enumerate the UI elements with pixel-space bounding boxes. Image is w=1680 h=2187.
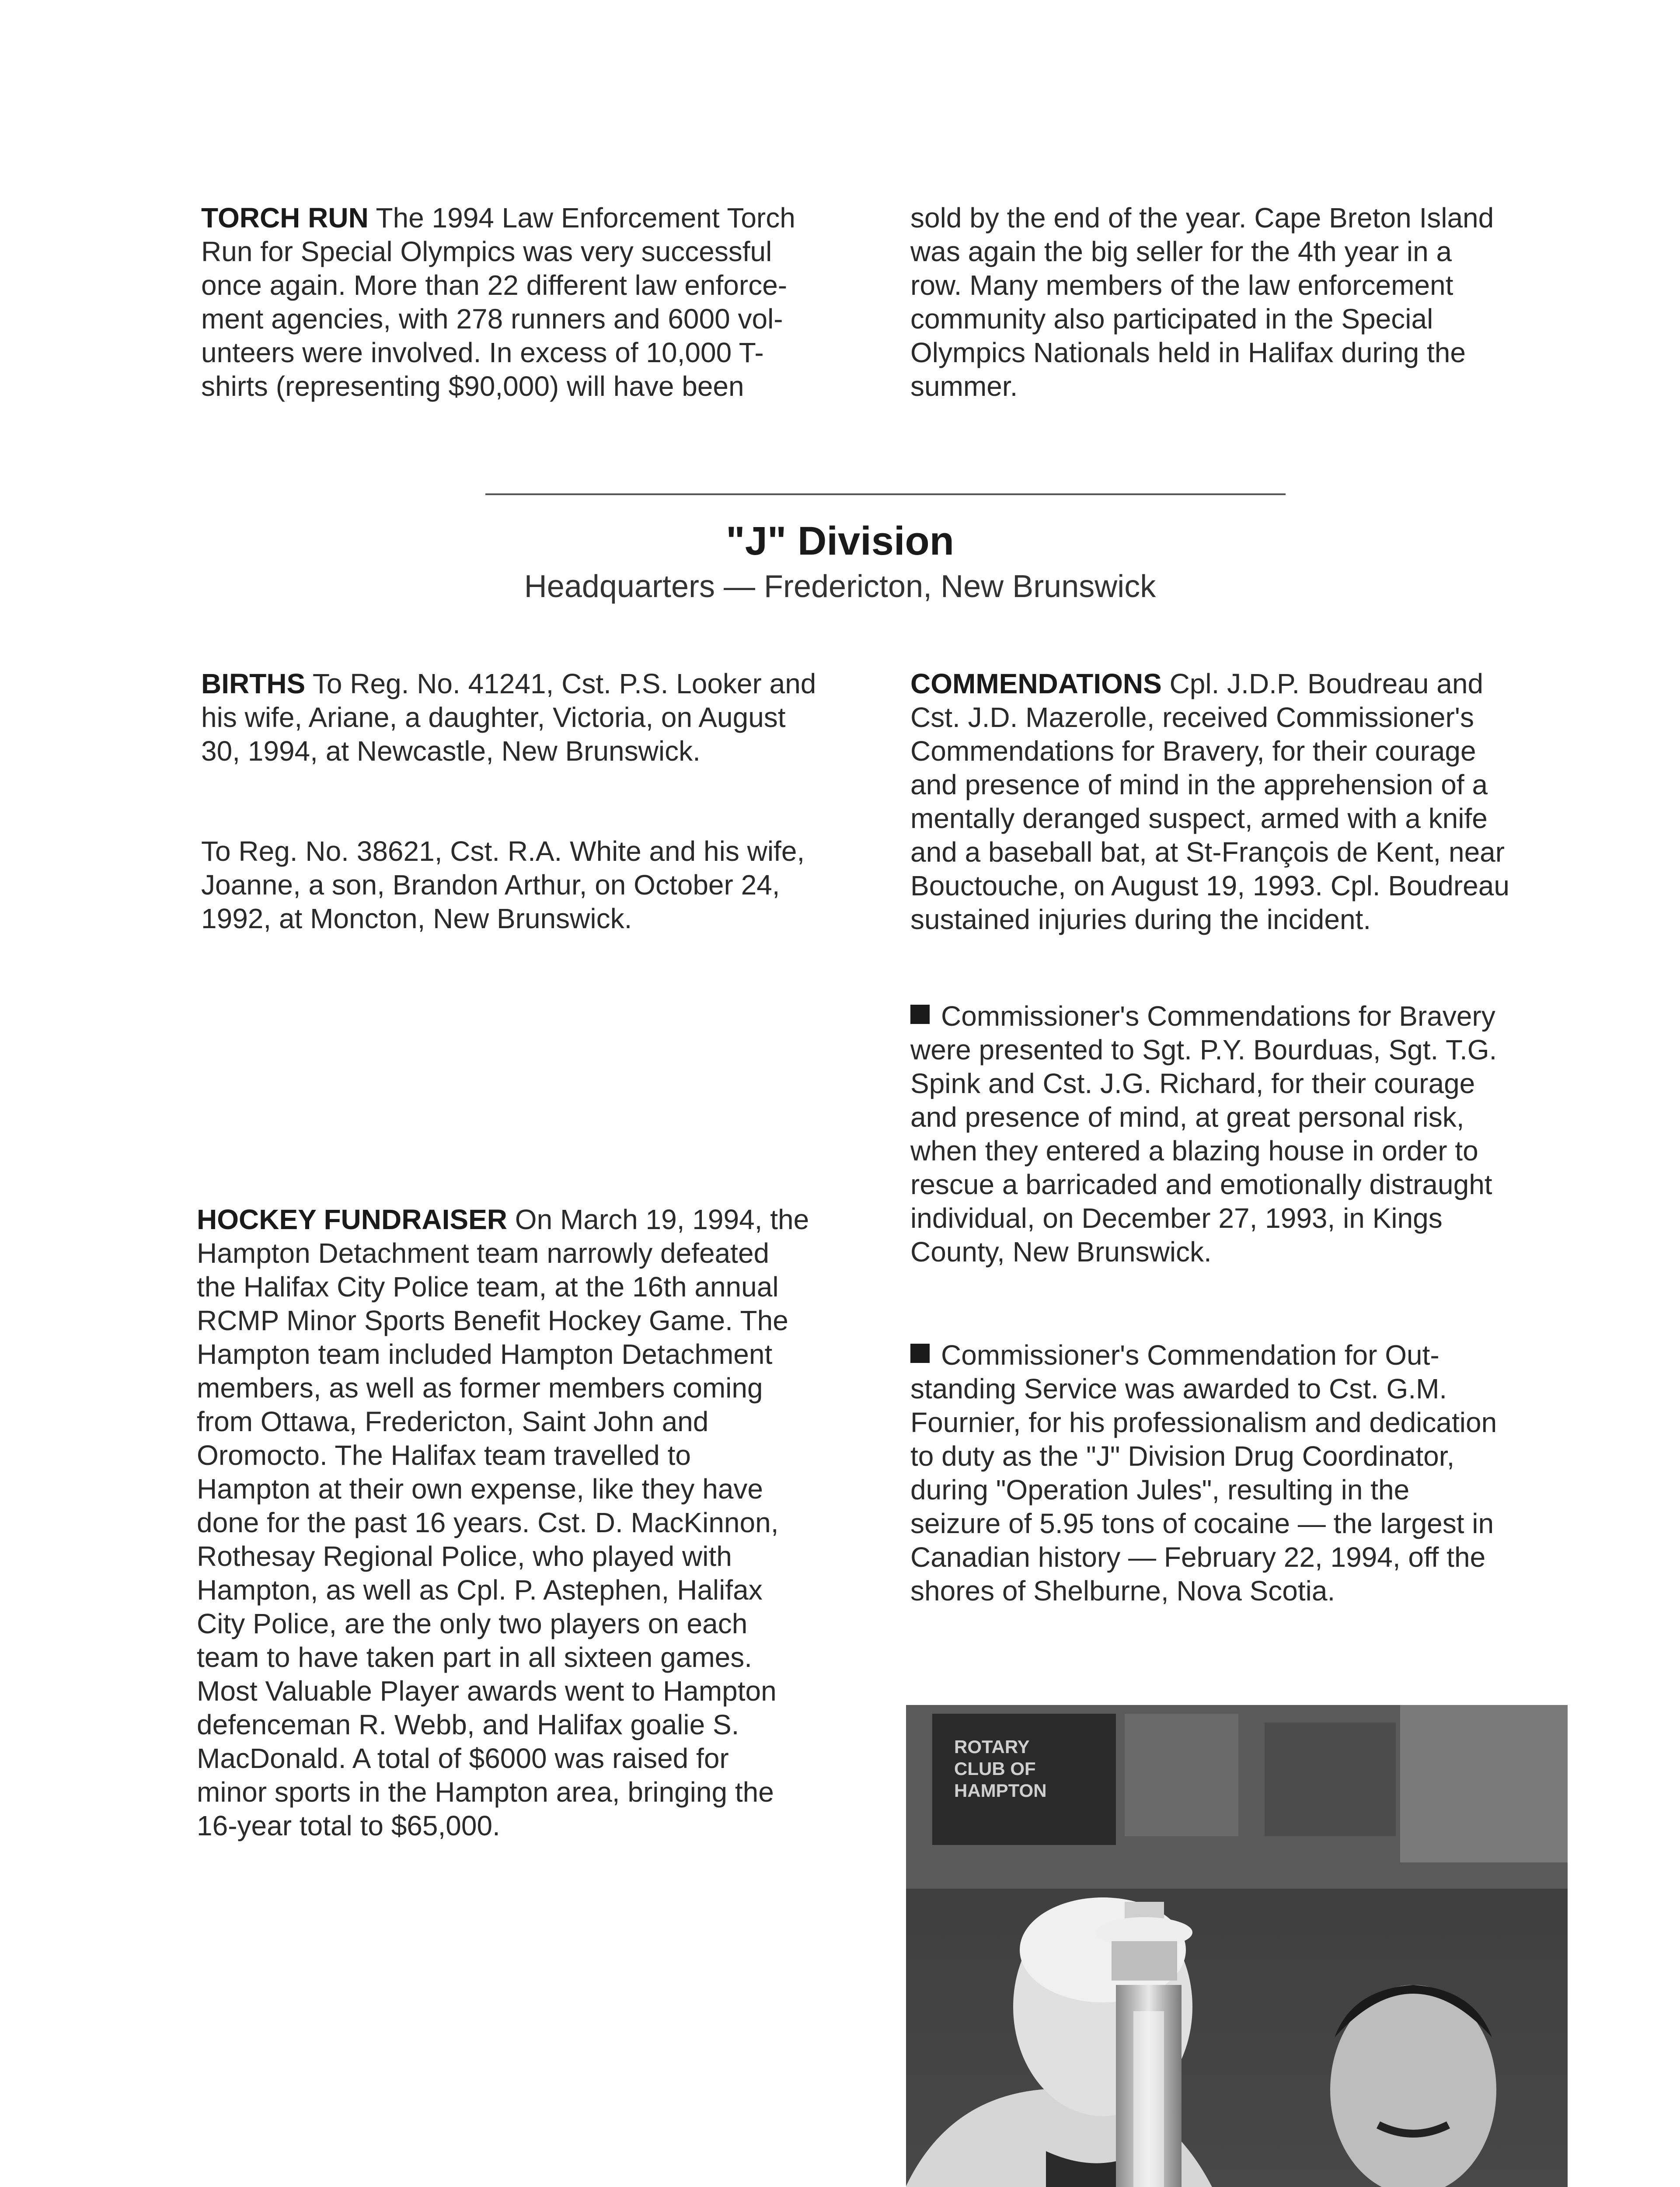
births-line: Joanne, a son, Brandon Arthur, on October 24, <box>201 869 780 901</box>
square-bullet-icon <box>910 1005 930 1024</box>
division-title: "J" Division <box>726 519 954 563</box>
commendations-line-1: Commissioner's Commendation for Out- <box>910 1338 1568 1372</box>
commendations-line: and presence of mind, at great personal risk, <box>910 1101 1464 1133</box>
hockey-line: Hampton at their own expense, like they have <box>197 1473 763 1505</box>
hockey-line: RCMP Minor Sports Benefit Hockey Game. The <box>197 1305 788 1336</box>
hockey-line-1: HOCKEY FUNDRAISER On March 19, 1994, the <box>197 1204 809 1235</box>
hockey-line: Oromocto. The Halifax team travelled to <box>197 1439 691 1471</box>
torch-run-line: Run for Special Olympics was very successful <box>201 236 772 267</box>
commendations-bravery <box>910 999 1568 1269</box>
commendations-line: and presence of mind in the apprehension of a <box>910 769 1488 800</box>
banner-text: CLUB OF <box>954 1758 1036 1779</box>
section-divider <box>485 493 1286 495</box>
commendations-line: Cst. J.D. Mazerolle, received Commissioner's <box>910 702 1474 733</box>
division-subtitle: Headquarters — Fredericton, New Brunswick <box>524 569 1156 604</box>
torch-run-line: unteers were involved. In excess of 10,000 T- <box>201 337 764 368</box>
hockey-line: Hampton, as well as Cpl. P. Astephen, Halifax <box>197 1574 763 1606</box>
hockey-line: 16-year total to $65,000. <box>197 1810 500 1841</box>
births-heading: BIRTHS <box>201 668 306 699</box>
hockey-line: from Ottawa, Fredericton, Saint John and <box>197 1406 709 1437</box>
torch-run-line: once again. More than 22 different law enforce- <box>201 269 788 301</box>
commendations-line: rescue a barricaded and emotionally distraught <box>910 1169 1492 1200</box>
commendations-line: individual, on December 27, 1993, in Kings <box>910 1202 1443 1234</box>
commendations-line: Canadian history — February 22, 1994, off the <box>910 1541 1486 1573</box>
torch-run-heading: TORCH RUN <box>201 202 369 234</box>
commendations-article <box>910 667 1568 936</box>
commendations-line: sustained injuries during the incident. <box>910 904 1371 935</box>
births-article <box>201 667 859 936</box>
hockey-line: City Police, are the only two players on each <box>197 1608 748 1639</box>
torch-run-line-1: TORCH RUN The 1994 Law Enforcement Torch <box>201 202 795 234</box>
torch-run-line: row. Many members of the law enforcement <box>910 269 1453 301</box>
commendations-line: standing Service was awarded to Cst. G.M. <box>910 1373 1447 1404</box>
square-bullet-icon <box>910 1344 930 1363</box>
commendations-heading: COMMENDATIONS <box>910 668 1162 699</box>
hockey-fundraiser-article <box>197 1203 859 1843</box>
hockey-line: MacDonald. A total of $6000 was raised for <box>197 1743 729 1774</box>
commendations-line: Commendations for Bravery, for their courage <box>910 735 1476 767</box>
commendations-line: Spink and Cst. J.G. Richard, for their courage <box>910 1068 1475 1099</box>
hockey-line: Hampton Detachment team narrowly defeated <box>197 1237 770 1269</box>
banner-text: HAMPTON <box>954 1780 1047 1801</box>
commendations-line: were presented to Sgt. P.Y. Bourduas, Sgt. T.G. <box>910 1034 1497 1066</box>
commendations-line-1: COMMENDATIONS Cpl. J.D.P. Boudreau and <box>910 668 1484 699</box>
torch-run-continued <box>910 201 1568 403</box>
torch-run-article <box>201 201 859 403</box>
commendations-line: to duty as the "J" Division Drug Coordinator, <box>910 1440 1455 1472</box>
commendations-line: Bouctouche, on August 19, 1993. Cpl. Boudreau <box>910 870 1509 901</box>
commendations-line: shores of Shelburne, Nova Scotia. <box>910 1575 1335 1607</box>
hockey-line: team to have taken part in all sixteen games. <box>197 1642 753 1673</box>
hockey-line: the Halifax City Police team, at the 16th annual <box>197 1271 779 1303</box>
commendations-line: during "Operation Jules", resulting in the <box>910 1474 1410 1506</box>
hockey-line: Most Valuable Player awards went to Hampton <box>197 1675 777 1707</box>
torch-run-line: shirts (representing $90,000) will have been <box>201 370 744 402</box>
torch-run-line: summer. <box>910 370 1018 402</box>
commendations-service <box>910 1338 1568 1608</box>
births-line-1: BIRTHS To Reg. No. 41241, Cst. P.S. Looker and <box>201 668 816 699</box>
hockey-line: done for the past 16 years. Cst. D. MacKinnon, <box>197 1507 779 1538</box>
commendations-line: and a baseball bat, at St-François de Kent, near <box>910 836 1505 868</box>
torch-run-line: sold by the end of the year. Cape Breton Island <box>910 202 1494 234</box>
hockey-line: minor sports in the Hampton area, bringing the <box>197 1776 774 1808</box>
commendations-line: mentally deranged suspect, armed with a knife <box>910 803 1488 834</box>
births-line: his wife, Ariane, a daughter, Victoria, on August <box>201 702 786 733</box>
trophy-photo <box>906 1705 1568 2187</box>
hockey-line: members, as well as former members coming <box>197 1372 763 1404</box>
commendations-line: seizure of 5.95 tons of cocaine — the largest in <box>910 1508 1494 1539</box>
hockey-line: defenceman R. Webb, and Halifax goalie S. <box>197 1709 739 1740</box>
banner-text: ROTARY <box>954 1736 1030 1757</box>
commendations-line: Fournier, for his professionalism and dedication <box>910 1407 1497 1438</box>
births-line: 1992, at Moncton, New Brunswick. <box>201 903 632 934</box>
hockey-line: Hampton team included Hampton Detachment <box>197 1338 773 1370</box>
torch-run-line: was again the big seller for the 4th year in a <box>910 236 1452 267</box>
births-line: To Reg. No. 38621, Cst. R.A. White and his wife, <box>201 835 805 867</box>
commendations-line: when they entered a blazing house in order to <box>910 1135 1478 1167</box>
hockey-line: Rothesay Regional Police, who played with <box>197 1541 732 1572</box>
hockey-heading: HOCKEY FUNDRAISER <box>197 1204 507 1235</box>
torch-run-line: community also participated in the Special <box>910 303 1433 335</box>
births-line: 30, 1994, at Newcastle, New Brunswick. <box>201 735 701 767</box>
torch-run-line: ment agencies, with 278 runners and 6000 vol- <box>201 303 783 335</box>
commendations-line: County, New Brunswick. <box>910 1236 1212 1268</box>
commendations-line-1: Commissioner's Commendations for Bravery <box>910 999 1568 1033</box>
trophy-photo-image <box>906 1705 1568 2187</box>
torch-run-line: Olympics Nationals held in Halifax during the <box>910 337 1466 368</box>
